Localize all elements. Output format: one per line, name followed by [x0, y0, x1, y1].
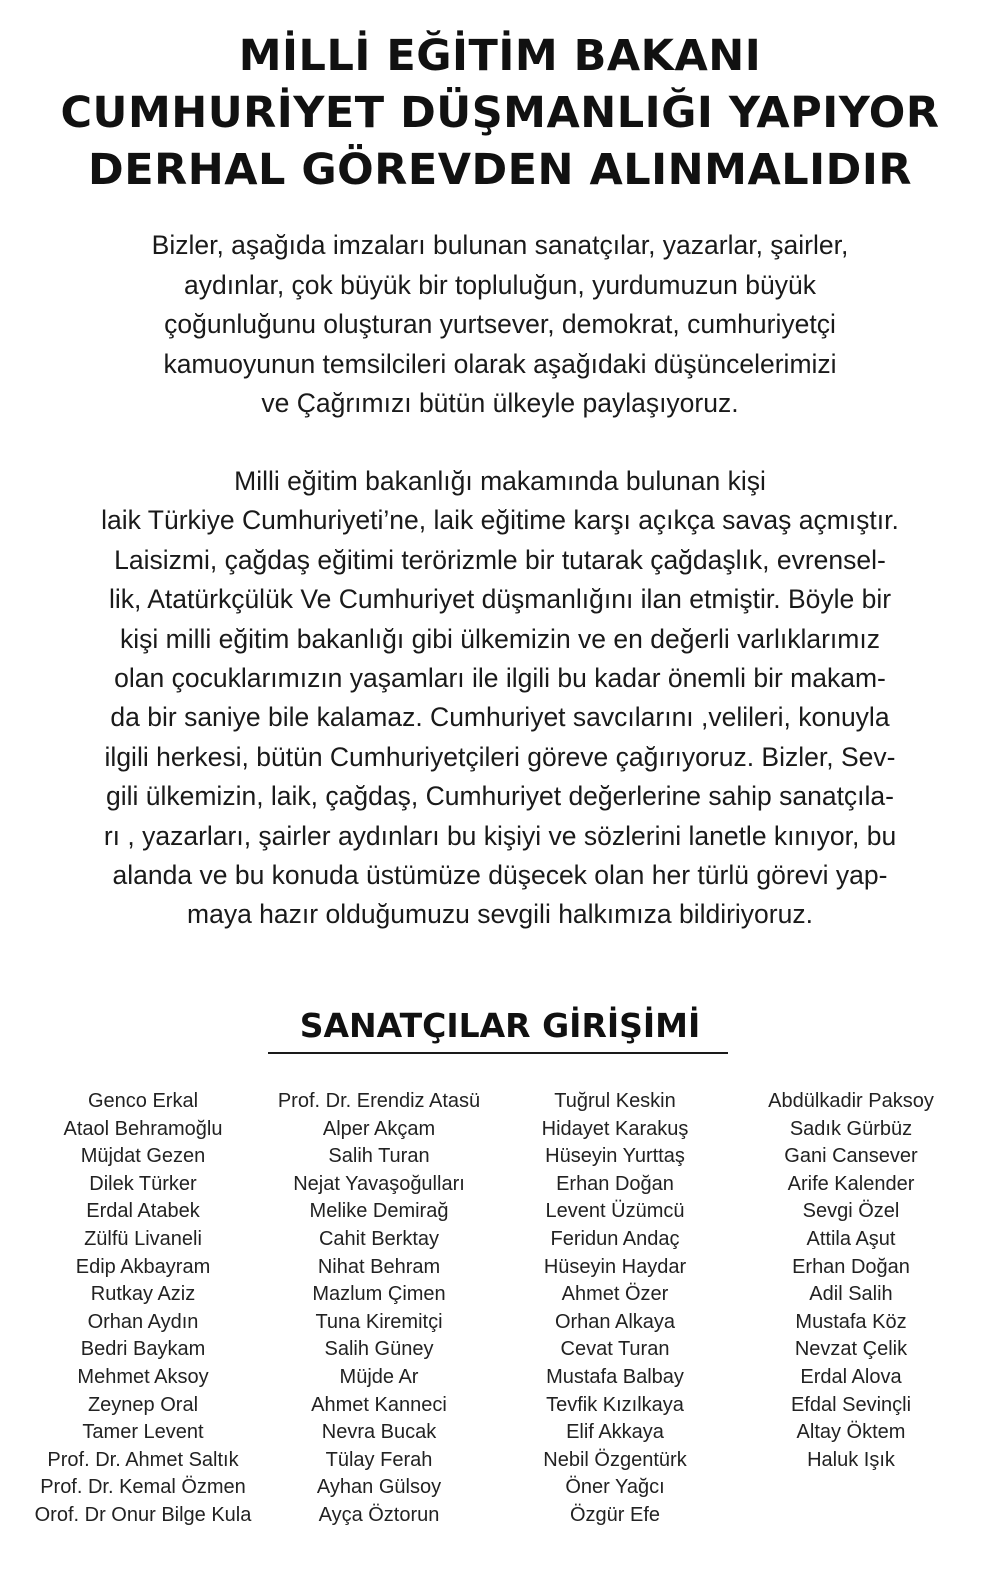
signatory-name: Nevra Bucak: [321, 1421, 437, 1444]
signatory-name: Haluk Işık: [807, 1448, 895, 1471]
signatory-name: Erdal Atabek: [86, 1200, 200, 1223]
signatory-name: Hidayet Karakuş: [541, 1117, 689, 1140]
signatory-name: Hüseyin Yurttaş: [545, 1145, 685, 1168]
signatory-name: Ahmet Özer: [561, 1283, 669, 1306]
signatory-name: Öner Yağcı: [565, 1476, 665, 1499]
headline: [0, 28, 1000, 199]
signatory-name: Mehmet Aksoy: [77, 1365, 209, 1388]
signatory-name: Sadık Gürbüz: [789, 1117, 913, 1140]
body-line: gili ülkemizin, laik, çağdaş, Cumhuriyet değerlerine sahip sanatçıla-: [105, 781, 894, 812]
intro-line: kamuoyunun temsilcileri olarak aşağıdaki düşüncelerimizi: [163, 348, 837, 379]
intro-paragraph: [0, 226, 1000, 424]
signatory-name: Müjde Ar: [339, 1365, 419, 1388]
signatory-name: Mustafa Balbay: [546, 1365, 684, 1388]
signatory-name: Levent Üzümcü: [545, 1200, 685, 1223]
signatory-name: Cevat Turan: [560, 1338, 670, 1361]
initiative-title: SANATÇILAR GİRİŞİMİ: [299, 1006, 701, 1045]
signatory-name: Zülfü Livaneli: [84, 1227, 202, 1250]
signatory-name: Feridun Andaç: [550, 1227, 680, 1250]
signatory-name: Alper Akçam: [322, 1117, 436, 1140]
signatory-name: Adil Salih: [809, 1283, 893, 1306]
signatory-name: Ayhan Gülsoy: [316, 1476, 442, 1499]
body-line: laik Türkiye Cumhuriyeti’ne, laik eğitime karşı açıkça savaş açmıştır.: [101, 505, 899, 536]
signatory-name: Orof. Dr Onur Bilge Kula: [34, 1503, 252, 1526]
signatory-name: Tevfik Kızılkaya: [546, 1393, 684, 1416]
signatory-name: Özgür Efe: [569, 1503, 661, 1526]
signatory-name: Orhan Aydın: [87, 1310, 199, 1333]
signatory-name: Mustafa Köz: [795, 1310, 907, 1333]
signatory-column-1: [13, 1088, 273, 1530]
body-line: ilgili herkesi, bütün Cumhuriyetçileri göreve çağırıyoruz. Bizler, Sev-: [104, 741, 896, 772]
body-line: da bir saniye bile kalamaz. Cumhuriyet savcılarını ,velileri, konuyla: [110, 702, 890, 733]
title-divider: [268, 1052, 728, 1054]
body-line: kişi milli eğitim bakanlığı gibi ülkemizin ve en değerli varlıklarımız: [120, 623, 880, 654]
signatory-name: Dilek Türker: [89, 1172, 197, 1195]
signatory-name: Nejat Yavaşoğulları: [293, 1172, 465, 1195]
body-paragraph: [0, 462, 1000, 935]
signatory-name: Tamer Levent: [82, 1421, 204, 1444]
signatory-name: Tuğrul Keskin: [554, 1090, 676, 1112]
signatory-name: Orhan Alkaya: [554, 1310, 676, 1333]
intro-line: çoğunluğunu oluşturan yurtsever, demokrat, cumhuriyetçi: [164, 309, 836, 339]
signatory-name: Bedri Baykam: [80, 1338, 206, 1361]
signatory-name: Ataol Behramoğlu: [63, 1117, 223, 1140]
intro-line: Bizler, aşağıda imzaları bulunan sanatçılar, yazarlar, şairler,: [151, 230, 849, 260]
headline-line: CUMHURİYET DÜŞMANLIĞI YAPIYOR: [60, 88, 940, 138]
headline-line: DERHAL GÖREVDEN ALINMALIDIR: [88, 145, 912, 195]
body-line: Laisizmi, çağdaş eğitimi terörizmle bir tutarak çağdaşlık, evrensel-: [114, 544, 886, 575]
signatory-name: Genco Erkal: [87, 1090, 199, 1112]
signatory-name: Prof. Dr. Kemal Özmen: [40, 1476, 246, 1499]
signatory-name: Ayça Öztorun: [318, 1503, 440, 1526]
signatory-name: Nevzat Çelik: [794, 1338, 908, 1361]
signatory-name: Efdal Sevinçli: [790, 1393, 912, 1416]
signatory-name: Müjdat Gezen: [80, 1145, 206, 1168]
signatory-name: Mazlum Çimen: [312, 1283, 446, 1306]
signatory-name: Abdülkadir Paksoy: [768, 1090, 934, 1112]
body-line: alanda ve bu konuda üstümüze düşecek olan her türlü görevi yap-: [112, 860, 888, 891]
body-line: Milli eğitim bakanlığı makamında bulunan kişi: [234, 466, 766, 496]
signatory-name: Elif Akkaya: [566, 1421, 664, 1444]
intro-line: aydınlar, çok büyük bir topluluğun, yurdumuzun büyük: [184, 269, 816, 300]
body-line: lik, Atatürkçülük Ve Cumhuriyet düşmanlığını ilan etmiştir. Böyle bir: [108, 584, 892, 615]
signatory-name: Salih Güney: [324, 1338, 434, 1361]
signatory-name: Salih Turan: [328, 1145, 430, 1168]
signatory-name: Arife Kalender: [787, 1172, 915, 1195]
signatory-name: Erdal Alova: [800, 1365, 902, 1388]
signatory-name: Ahmet Kanneci: [311, 1393, 447, 1416]
signatory-name: Altay Öktem: [796, 1421, 906, 1444]
signatory-column-2: [249, 1088, 509, 1530]
signatory-name: Nihat Behram: [317, 1255, 441, 1278]
signatory-column-4: [721, 1088, 981, 1474]
intro-line: ve Çağrımızı bütün ülkeyle paylaşıyoruz.: [261, 388, 739, 418]
signatory-name: Cahit Berktay: [318, 1227, 440, 1250]
signatory-name: Melike Demirağ: [309, 1200, 449, 1223]
signatory-name: Prof. Dr. Erendiz Atasü: [277, 1090, 481, 1112]
signatory-name: Edip Akbayram: [75, 1255, 211, 1278]
signatory-name: Gani Cansever: [784, 1145, 918, 1168]
signatory-name: Nebil Özgentürk: [543, 1448, 687, 1471]
signatory-name: Tuna Kiremitçi: [315, 1310, 443, 1333]
signatory-name: Rutkay Aziz: [90, 1283, 196, 1306]
signatory-name: Hüseyin Haydar: [543, 1255, 687, 1278]
body-line: olan çocuklarımızın yaşamları ile ilgili bu kadar önemli bir makam-: [114, 663, 886, 694]
body-line: rı , yazarları, şairler aydınları bu kişiyi ve sözlerini lanetle kınıyor, bu: [103, 820, 897, 851]
signatory-name: Tülay Ferah: [325, 1448, 433, 1471]
signatory-name: Erhan Doğan: [556, 1172, 674, 1195]
signatory-name: Attila Aşut: [806, 1227, 896, 1250]
headline-line: MİLLİ EĞİTİM BAKANI: [238, 31, 762, 81]
signatory-name: Zeynep Oral: [87, 1393, 199, 1416]
signatory-name: Erhan Doğan: [792, 1255, 910, 1278]
signatory-name: Prof. Dr. Ahmet Saltık: [47, 1448, 239, 1471]
body-line: maya hazır olduğumuzu sevgili halkımıza bildiriyoruz.: [187, 899, 813, 930]
signatory-column-3: [485, 1088, 745, 1530]
signatory-name: Sevgi Özel: [802, 1200, 900, 1223]
